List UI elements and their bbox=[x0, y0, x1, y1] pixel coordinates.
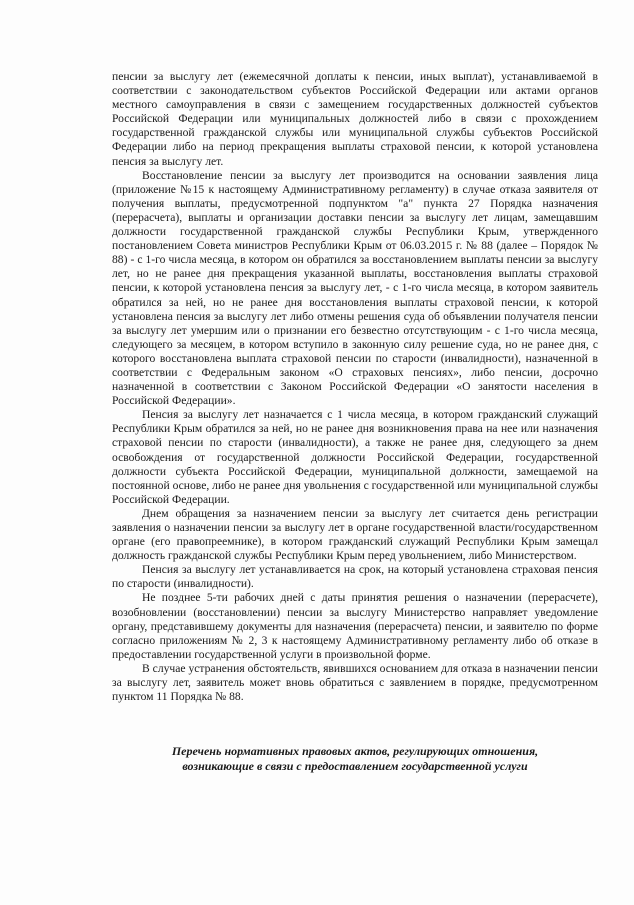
paragraph-pension-continuation: пенсии за выслугу лет (ежемесячной доплаты к пенсии, иных выплат), устанавливаемой в соответствии с законодательством субъектов Российской Федерации или актами органов местного самоуправления в связи с замещением государственных должностей субъектов Российской Федерации или муниципальных должностей либо в связи с прохождением государственной гражданской службы или муниципальной службы субъектов Российской Федерации либо на период прекращения выплаты страховой пенсии, к которой установлена пенсия за выслугу лет. bbox=[112, 70, 598, 168]
section-heading-line-1: Перечень нормативных правовых актов, регулирующих отношения, bbox=[171, 744, 539, 759]
paragraph-notification: Не позднее 5-ти рабочих дней с даты принятия решения о назначении (перерасчете), возобновлении (восстановлении) пенсии за выслугу Министерство направляет уведомление органу, представившему документы для назначения (перерасчета) пенсии, и заявителю по форме согласно приложениям № 2, 3 к настоящему Административному регламенту либо об отказе в предоставлении государственной услуги в произвольной форме. bbox=[112, 591, 598, 661]
section-heading-line-2: возникающие в связи с предоставлением государственной услуги bbox=[182, 759, 528, 774]
paragraph-application-day: Днем обращения за назначением пенсии за выслугу лет считается день регистрации заявления о назначении пенсии за выслугу лет в органе государственной власти/государственном органе (его правопреемнике), в котором гражданский служащий Республики Крым замещал должность гражданской службы Республики Крым перед увольнением, либо Министерством. bbox=[112, 506, 598, 563]
paragraph-pension-assignment-date: Пенсия за выслугу лет назначается с 1 числа месяца, в котором гражданский служащий Республики Крым обратился за ней, но не ранее дня возникновения права на нее или назначения страховой пенсии по старости (инвалидности), а также не ранее дня, следующего за днем освобождения от государственной должности Российской Федерации, государственной должности субъекта Российской Федерации, муниципальной должности, замещаемой на постоянной основе, либо не ранее дня увольнения с государственной или муниципальной службы Российской Федерации. bbox=[112, 408, 598, 506]
paragraph-pension-restoration: Восстановление пенсии за выслугу лет производится на основании заявления лица (приложение №15 к настоящему Административному регламенту) в случае отказа заявителя от получения выплаты, предусмотренной подпунктом "а" пункта 27 Порядка назначения (перерасчета), выплаты и организации доставки пенсии за выслугу лет лицам, замещавшим должности государственной гражданской службы Республики Крым, утвержденного постановлением Совета министров Республики Крым от 06.03.2015 г. № 88 (далее – Порядок № 88) - с 1-го числа месяца, в котором он обратился за восстановлением выплаты пенсии за выслугу лет, но не ранее дня прекращения указанной выплаты, восстановления выплаты страховой пенсии, к которой установлена пенсия за выслугу лет, - с 1-го числа месяца, в котором заявитель обратился за ней, но не ранее дня восстановления выплаты страховой пенсии, к которой установлена пенсия за выслугу лет либо отмены решения суда об объявлении получателя пенсии за выслугу лет умершим или о признании его безвестно отсутствующим - с 1-го числа месяца, следующего за месяцем, в котором вступило в законную силу решение суда, но не ранее дня, с которого восстановлена выплата страховой пенсии по старости (инвалидности), назначенной в соответствии с Федеральным законом «О страховых пенсиях», либо пенсии, досрочно назначенной в соответствии с Законом Российской Федерации «О занятости населения в Российской Федерации». bbox=[112, 168, 598, 408]
section-heading bbox=[112, 744, 598, 774]
paragraph-pension-term: Пенсия за выслугу лет устанавливается на срок, на который установлена страховая пенсия по старости (инвалидности). bbox=[112, 563, 598, 591]
paragraph-reapplication: В случае устранения обстоятельств, явившихся основанием для отказа в назначении пенсии за выслугу лет, заявитель может вновь обратиться с заявлением в порядке, предусмотренном пунктом 11 Порядка № 88. bbox=[112, 661, 598, 704]
